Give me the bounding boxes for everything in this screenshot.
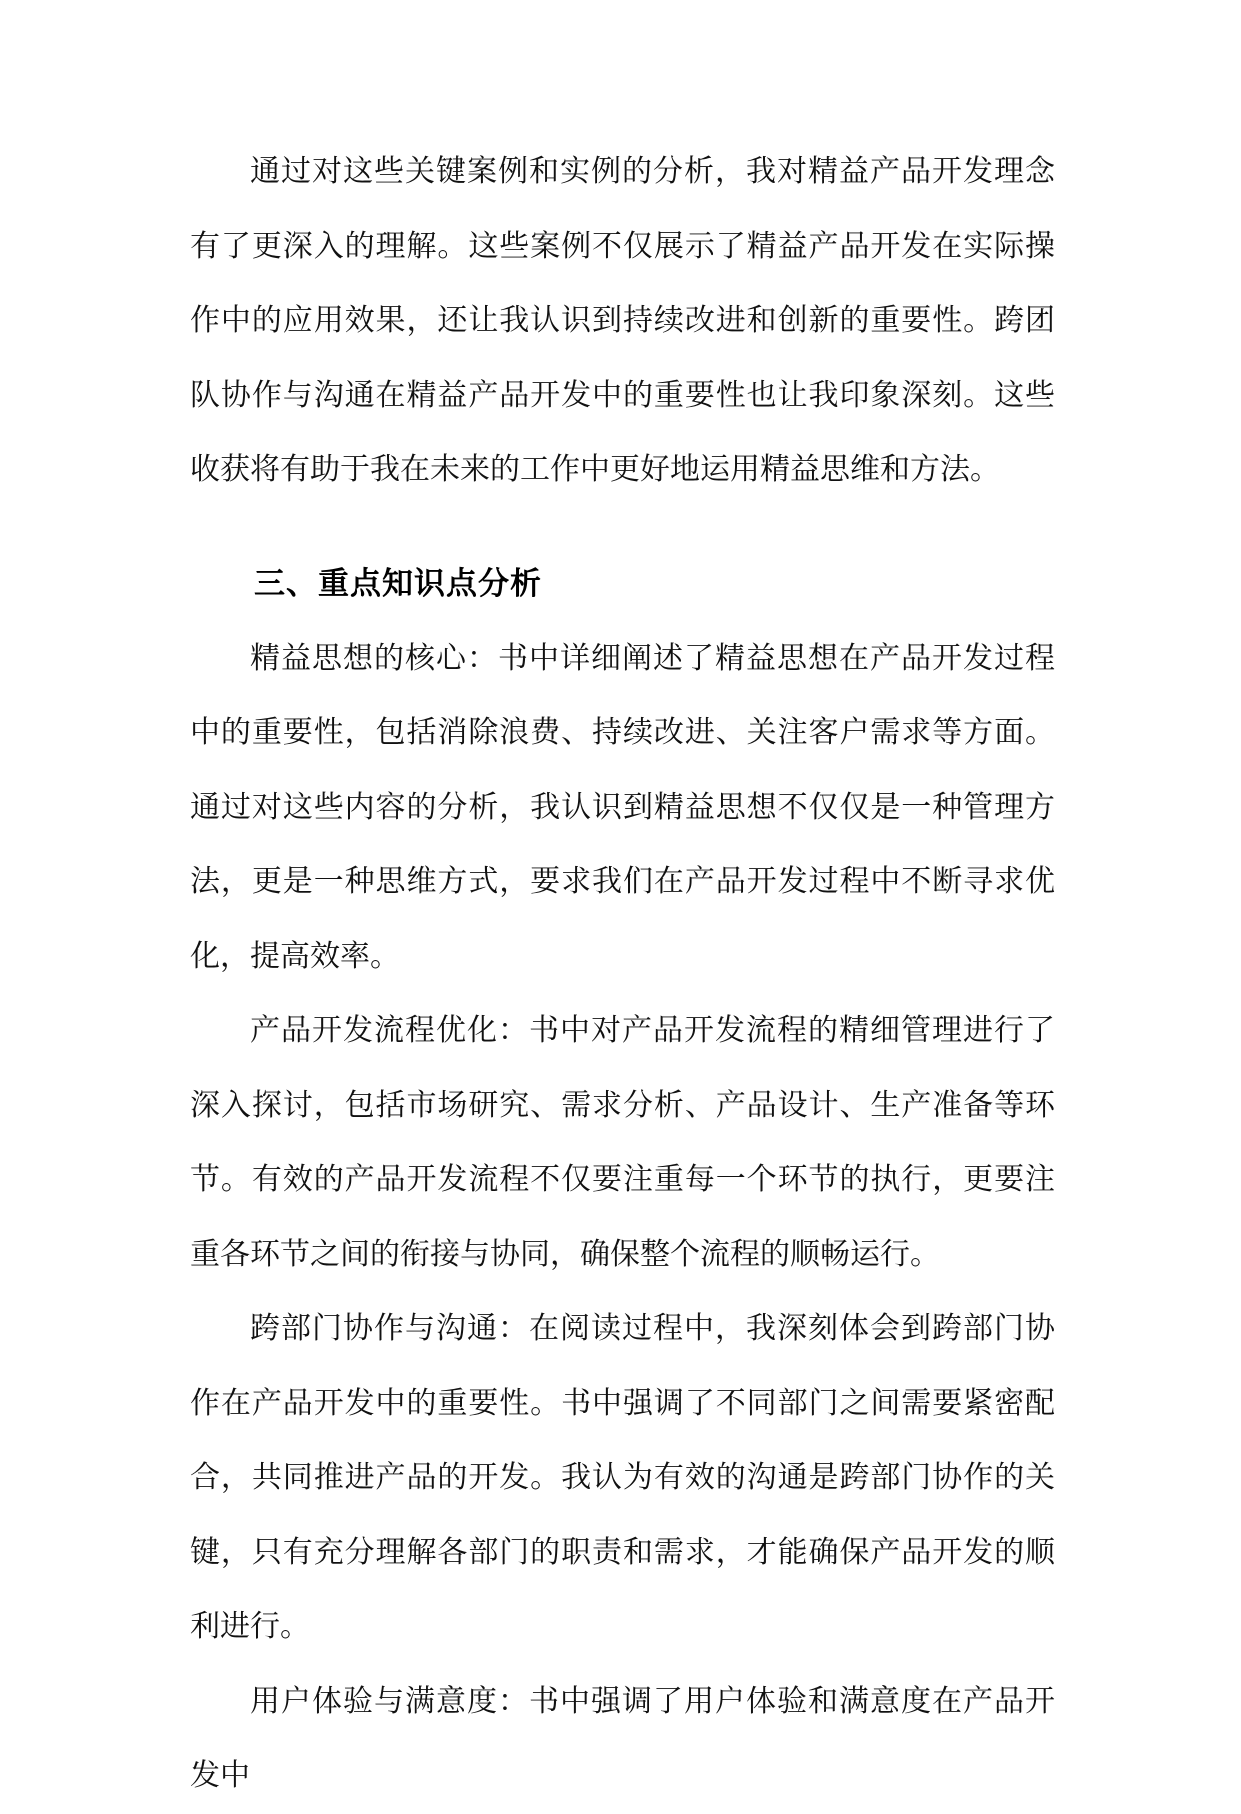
- paragraph-user-experience: 用户体验与满意度：书中强调了用户体验和满意度在产品开发中: [190, 1683, 1055, 1793]
- paragraph-case-summary: 通过对这些关键案例和实例的分析，我对精益产品开发理念有了更深入的理解。这些案例不仅展示了精益产品开发在实际操作中的应用效果，还让我认识到持续改进和创新的重要性。跨团队协作与沟通在精益产品开发中的重要性也让我印象深刻。这些收获将有助于我在未来的工作中更好地运用精益思维和方法。: [190, 154, 1055, 487]
- paragraph-process-optimization: 产品开发流程优化：书中对产品开发流程的精细管理进行了深入探讨，包括市场研究、需求分析、产品设计、生产准备等环节。有效的产品开发流程不仅要注重每一个环节的执行，更要注重各环节之间的衔接与协同，确保整个流程的顺畅运行。: [190, 1013, 1055, 1272]
- section-heading: 三、重点知识点分析: [254, 565, 542, 602]
- paragraph-cross-department: 跨部门协作与沟通：在阅读过程中，我深刻体会到跨部门协作在产品开发中的重要性。书中强调了不同部门之间需要紧密配合，共同推进产品的开发。我认为有效的沟通是跨部门协作的关键，只有充分理解各部门的职责和需求，才能确保产品开发的顺利进行。: [190, 1311, 1055, 1644]
- page-content: [190, 135, 1055, 1814]
- paragraph-lean-core: 精益思想的核心：书中详细阐述了精益思想在产品开发过程中的重要性，包括消除浪费、持续改进、关注客户需求等方面。通过对这些内容的分析，我认识到精益思想不仅仅是一种管理方法，更是一种思维方式，要求我们在产品开发过程中不断寻求优化，提高效率。: [190, 640, 1055, 974]
